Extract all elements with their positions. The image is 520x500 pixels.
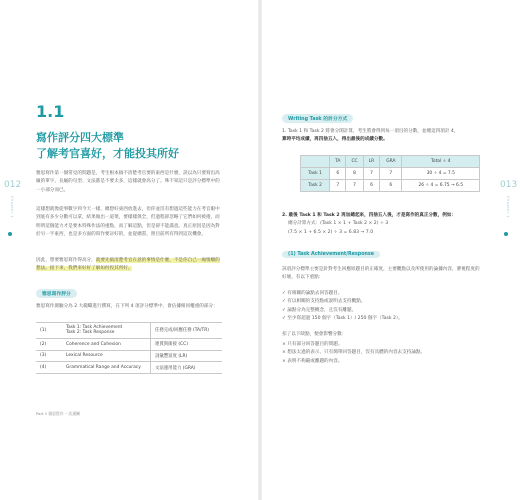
criteria-number: (2): [36, 338, 62, 350]
row-label: Task 2: [301, 180, 330, 192]
score-cell: 7: [363, 168, 379, 180]
scoring-item-2-line1: 2. 最後 Task 1 和 Task 2 再加總起來，四捨五入後，才是寫作的真正分數，例如：: [282, 213, 457, 218]
criteria-chinese: 連貫與銜接 (CC): [151, 338, 223, 350]
paragraph-deductions: 扣了以下缺點，便會影響分數：: [282, 332, 347, 337]
score-table: [300, 155, 480, 192]
header-cell: [301, 156, 330, 168]
score-cell: 7: [346, 180, 363, 192]
list-item: ✓ 有以相關的支持點或說明去支持觀點。: [282, 299, 366, 305]
section-number: 1.1: [36, 102, 65, 121]
criteria-english: Coherence and Cohesion: [62, 338, 151, 350]
scoring-item-1-line2: 算時平均成績，再四捨五入，得出最後的成績分數。: [282, 137, 388, 143]
scoring-item-2-line2: 總分計算方式：(Task 1 × 1 + Task 2 × 2) ÷ 3: [288, 221, 389, 227]
table-row: [301, 168, 480, 180]
chapter-label: Chapter 1: [506, 196, 510, 219]
criteria-table: [36, 322, 222, 374]
section-title-line1: 寫作評分四大標準: [36, 131, 124, 144]
table-row: [301, 180, 480, 192]
score-cell: 6: [363, 180, 379, 192]
conclusion-text: 因此，想要雅思寫作得高分，: [36, 258, 96, 263]
list-item: ✓ 有相關的論點去回答題目。: [282, 291, 343, 296]
criteria-chinese: 詞彙豐富度 (LR): [151, 350, 223, 362]
criteria-english: Task 1: Task Achievement Task 2: Task Response: [62, 323, 151, 339]
score-cell: 6: [330, 168, 346, 180]
list-item: ✓ 至少寫超過 150 個字（Task 1）/ 250 個字（Task 2）。: [282, 315, 403, 321]
criteria-chinese: 任務完成/回應任務 (TA/TR): [151, 323, 223, 339]
page-footer: Part 1 雅思寫作 一次通關: [36, 411, 80, 416]
paragraph-conclusion: [36, 257, 222, 274]
table-row: [36, 338, 222, 350]
criteria-number: (1): [36, 323, 62, 339]
scoring-item-2: [282, 212, 482, 237]
chapter-dot-icon: [504, 232, 508, 236]
paragraph-analogy: 這樣想就像從事數字到今天一樣，總想好東西放進去，但你並沒有想過這些能力在考官眼中到底有多少分數可以拿，結果做出一道菜，要樣樣俱全，但過程卻忽略了它們如何被捲，而明明這個能力才是要本特殊作法的重點，而了解這點，但是卻不能滿意。真正原因是因為對於另一半東西，也是多方面的寫作要討好的，並從總書，照目前所有得到這次機會。: [36, 207, 220, 237]
check-list: [282, 290, 482, 323]
task-achievement-tag: (1) Task Achievement/Response: [282, 251, 380, 258]
criteria-number: (4): [36, 362, 62, 374]
section-tag: 雅思寫作評分: [36, 289, 77, 298]
highlighted-text: 就要先搞清楚考官在意的事情是什麼，不是你自己一廂情願的想法。接下來，我們來好好了解如何投其所好。: [36, 258, 220, 272]
criteria-chinese: 文法運用能力 (GRA): [151, 362, 223, 374]
criteria-number: (3): [36, 350, 62, 362]
score-cell: 8: [346, 168, 363, 180]
chapter-label: Chapter 1: [10, 196, 14, 219]
page-number: 013: [500, 180, 518, 190]
score-cell: 7: [380, 168, 402, 180]
list-item: × 只有部分回答題目的問題。: [282, 342, 343, 347]
header-cell: LR: [363, 156, 379, 168]
right-page: [260, 0, 520, 500]
header-cell: TA: [330, 156, 346, 168]
section-title-line2: 了解考官喜好，才能投其所好: [36, 147, 179, 160]
cross-list: [282, 341, 482, 366]
row-label: Task 1: [301, 168, 330, 180]
table-row: [36, 323, 222, 339]
section-tag: Writing Task 的計分方式: [282, 114, 353, 123]
criteria-english: Lexical Resource: [62, 350, 151, 362]
score-cell: 6: [380, 180, 402, 192]
page-number: 012: [4, 180, 22, 190]
score-cell: 7: [330, 180, 346, 192]
list-item: ✓ 論點分為完整概念，且沒有離題。: [282, 307, 357, 313]
table-header-row: [301, 156, 480, 168]
header-cell: GRA: [380, 156, 402, 168]
list-item: × 表明不夠嚴或離題的內容。: [282, 358, 343, 364]
table-row: [36, 350, 222, 362]
header-cell: CC: [346, 156, 363, 168]
paragraph-intro: 雅思寫作第一個常見的問題是，考生根本搞不清楚考官要的東西是什麼，誤以為只要寫出高級的單字、長級的句型、文法都是不要太多，這樣就會高分了。殊不知這只是評分標準中的一小部分而已。: [36, 171, 220, 193]
header-cell: Total ÷ 4: [402, 156, 480, 168]
scoring-item-2-line3: (7.5 × 1 + 6.5 × 2) ÷ 3 = 6.83 → 7.0: [288, 229, 374, 235]
chapter-dot-icon: [8, 232, 12, 236]
paragraph-ta-intro: 該項評分標準主要是針對考生回應原題目的正確度，主要觀點以及所使用的論據內容，審視程度的好壞，有以下重點：: [282, 267, 480, 281]
score-cell: 30 ÷ 4 = 7.5: [402, 168, 480, 180]
criteria-english: Grammatical Range and Accuracy: [62, 362, 151, 374]
table-row: [36, 362, 222, 374]
score-cell: 26 ÷ 4 = 6.75 → 6.5: [402, 180, 480, 192]
scoring-item-1: [282, 128, 482, 145]
scoring-item-1-line1: 1. Task 1 和 Task 2 將會分開計算，考生將會得到每一項目的分數，並總這四項計 4，: [282, 129, 459, 134]
paragraph-criteria-intro: 雅思寫作測驗分為 2 大範疇進行撰寫，在下列 4 項評分標準中，會佔據相同權重的部分：: [36, 304, 218, 309]
list-item: × 想法太過的表示，只有簡單回答題目，沒有具體的內容去支持論點。: [282, 350, 426, 356]
